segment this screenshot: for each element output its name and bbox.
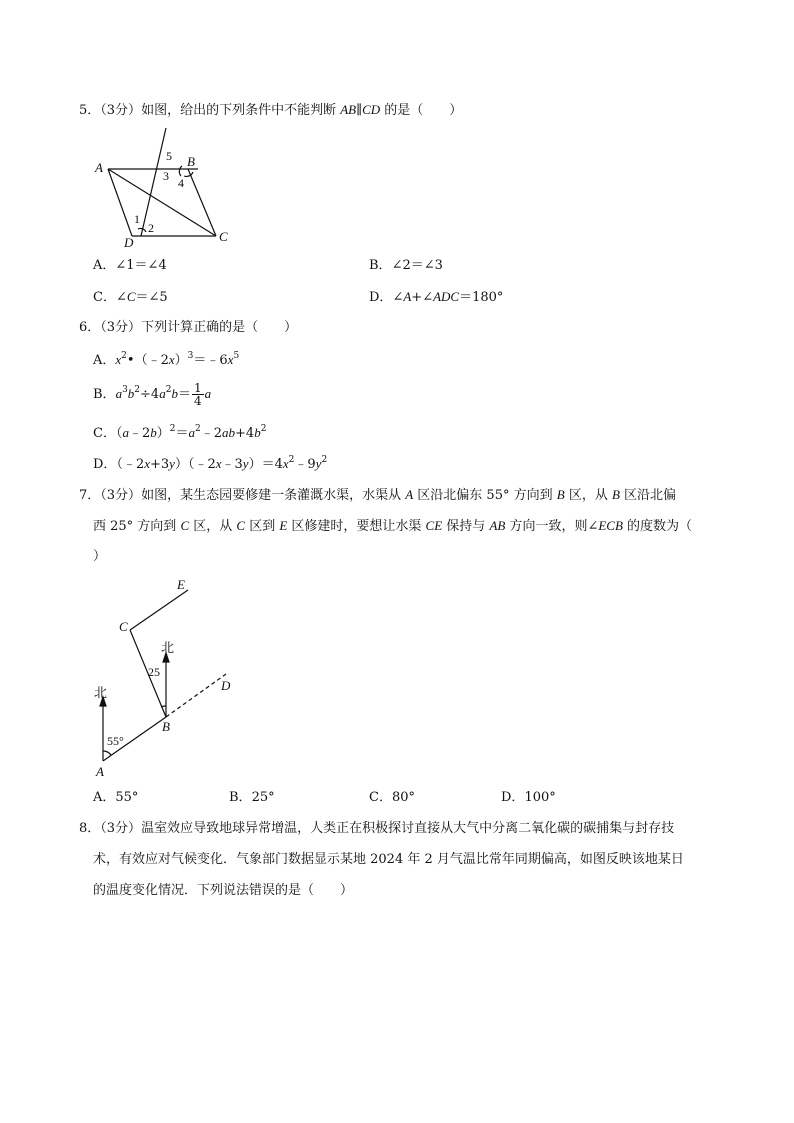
q6-stem: 6．（3分）下列计算正确的是（ ）: [79, 320, 298, 335]
q7-north-b: 北: [161, 640, 175, 655]
q7-stem-line-3: ）: [93, 549, 107, 564]
q8-stem-line-2: 术，有效应对气候变化．气象部门数据显示某地 2024 年 2 月气温比常年同期偏高，如图反映该地某日: [93, 852, 684, 867]
q7-label-d: D: [221, 678, 231, 693]
q5-option-d[interactable]: D．∠A+∠ADC＝180°: [369, 289, 504, 305]
q6-option-b[interactable]: B．$a^3b^2\div 4a^2b=$ $\frac{1}{4}$ a: [93, 381, 212, 408]
q8-stem-line-3: 的温度变化情况．下列说法错误的是（ ）: [93, 883, 354, 898]
q7-angle-25: 25: [148, 665, 160, 679]
q7-angle-55: 55°: [107, 734, 124, 748]
q7-label-a: A: [96, 764, 104, 779]
q5-label-a: A: [95, 160, 103, 175]
q7-north-a: 北: [94, 685, 108, 700]
q6-option-c[interactable]: C．$(a﹣2b)^2=a^2﹣2ab+4b^2$: [93, 424, 267, 441]
q5-label-b: B: [187, 154, 195, 169]
q5-angle-3: 3: [163, 169, 169, 183]
q5-option-c[interactable]: C．∠C＝∠5: [93, 289, 168, 305]
q8-stem-line-1: 8．（3分）温室效应导致地球异常增温，人类正在积极探讨直接从大气中分离二氧化碳的碳捕集与封存技: [79, 821, 675, 836]
q5-angle-5: 5: [166, 149, 172, 163]
q5-option-a[interactable]: A．∠1＝∠4: [93, 258, 167, 273]
q5-angle-2: 2: [148, 221, 154, 235]
q7-label-b: B: [162, 719, 170, 734]
q5-angle-4: 4: [178, 176, 184, 190]
q7-stem-line-1: 7．（3分）如图，某生态园要修建一条灌溉水渠，水渠从 A 区沿北偏东 55° 方向到 B 区，从 B 区沿北偏: [79, 487, 677, 503]
q7-label-c: C: [119, 619, 128, 634]
q5-stem: 5．（3分）如图，给出的下列条件中不能判断 AB∥CD 的是（ ）: [79, 102, 463, 118]
q7-option-d[interactable]: D．100°: [501, 790, 556, 805]
q6-option-a[interactable]: A．$x^2•(﹣2x)^3=﹣6x^5$: [93, 351, 240, 368]
q6-score: （3分）: [100, 320, 142, 335]
q5-number: 5．: [79, 103, 101, 118]
q7-score: （3分）: [100, 488, 142, 503]
q8-score: （3分）: [100, 821, 142, 836]
q7-number: 7．: [79, 488, 101, 503]
q7-option-a[interactable]: A．55°: [93, 790, 139, 805]
q7-label-e: E: [177, 577, 185, 592]
q6-option-d[interactable]: D．$(﹣2x+3y)(﹣2x﹣3y)=4x^2﹣9y^2$: [93, 455, 328, 472]
q6-number: 6．: [79, 320, 101, 335]
q5-label-c: C: [219, 229, 228, 244]
q7-option-b[interactable]: B．25°: [229, 790, 275, 805]
q7-stem-line-2: 西 25° 方向到 C 区，从 C 区到 E 区修建时，要想让水渠 CE 保持与 AB 方向一致，则∠ECB 的度数为（: [93, 518, 693, 534]
q7-option-c[interactable]: C．80°: [369, 790, 415, 805]
q5-label-d: D: [124, 235, 134, 250]
q5-angle-1: 1: [134, 212, 140, 226]
q5-score: （3分）: [100, 103, 142, 118]
q8-number: 8．: [79, 821, 101, 836]
q5-option-b[interactable]: B．∠2＝∠3: [369, 258, 443, 273]
q6-fraction: $\frac{1}{4}$: [193, 381, 202, 408]
